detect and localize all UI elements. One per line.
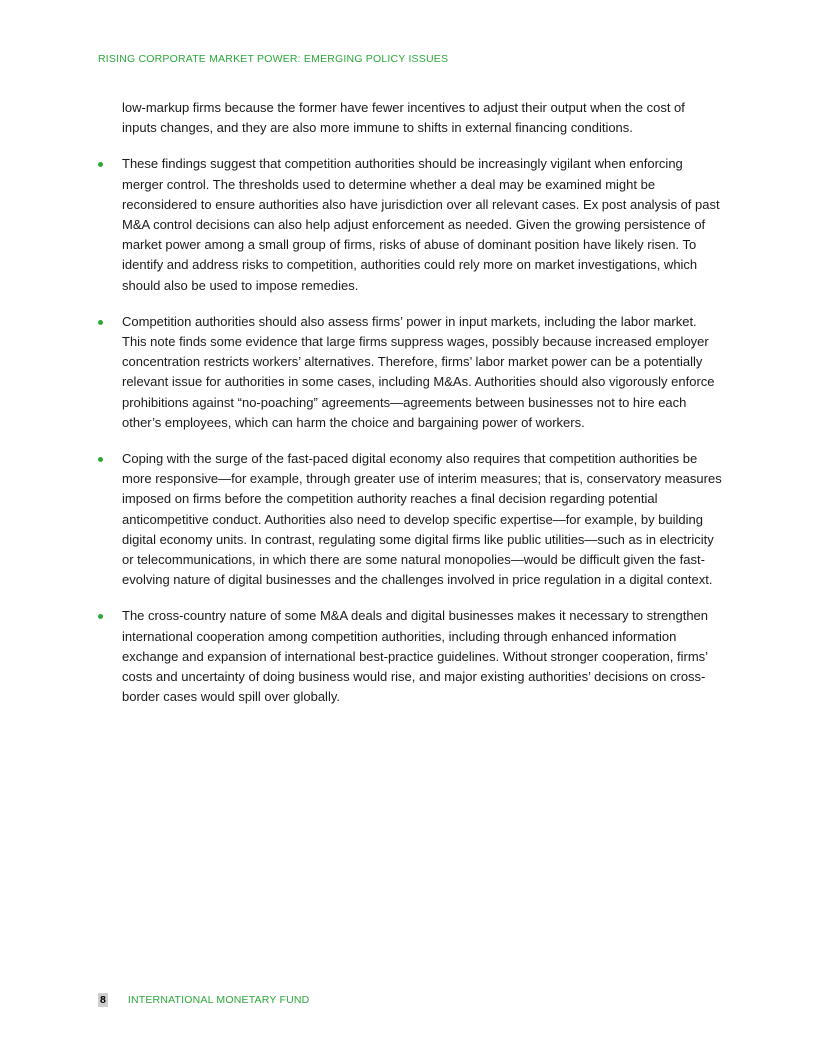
policy-bullet-list bbox=[98, 154, 722, 707]
page-footer bbox=[98, 993, 309, 1007]
document-body bbox=[98, 98, 722, 707]
bullet-merger-control bbox=[98, 154, 722, 295]
bullet-text: Coping with the surge of the fast-paced digital economy also requires that competition authorities be more responsive—for example, through greater use of interim measures; that is, conservatory measures imposed on firms before the competition authority reaches a final decision regarding potential anticompetitive conduct. Authorities also need to develop specific expertise—for example, by building digital economy units. In contrast, regulating some digital firms like public utilities—such as in electricity or telecommunications, in which there are some natural monopolies—would be difficult given the fast-evolving nature of digital businesses and the challenges involved in price regulation in a digital context. bbox=[122, 451, 722, 588]
bullet-input-markets bbox=[98, 312, 722, 433]
bullet-dot-icon bbox=[98, 614, 103, 619]
bullet-digital-economy bbox=[98, 449, 722, 590]
page-number: 8 bbox=[100, 994, 106, 1006]
bullet-dot-icon bbox=[98, 162, 103, 167]
continuation-paragraph: low-markup firms because the former have fewer incentives to adjust their output when the cost of inputs changes, and they are also more immune to shifts in external financing conditions. bbox=[122, 100, 685, 136]
running-header: RISING CORPORATE MARKET POWER: EMERGING POLICY ISSUES bbox=[98, 53, 449, 65]
bullet-text: Competition authorities should also assess firms’ power in input markets, including the labor market. This note finds some evidence that large firms suppress wages, possibly because increased employer concentration restricts workers’ alternatives. Therefore, firms’ labor market power can be a potentially relevant issue for authorities in some cases, including M&As. Authorities should also vigorously enforce prohibitions against “no-poaching” agreements—agreements between businesses not to hire each other’s employees, which can harm the choice and bargaining power of workers. bbox=[122, 313, 715, 430]
bullet-dot-icon bbox=[98, 457, 103, 462]
bullet-international-cooperation bbox=[98, 606, 722, 707]
bullet-dot-icon bbox=[98, 320, 103, 325]
footer-organization: INTERNATIONAL MONETARY FUND bbox=[127, 994, 310, 1006]
bullet-text: These findings suggest that competition authorities should be increasingly vigilant when enforcing merger control. The thresholds used to determine whether a deal may be examined might be reconsidered to ensure authorities also have jurisdiction over all relevant cases. Ex post analysis of past M&A control decisions can also help adjust enforcement as needed. Given the growing persistence of market power among a small group of firms, risks of abuse of dominant position have likely risen. To identify and address risks to competition, authorities could rely more on market investigations, which should also be used to impose remedies. bbox=[122, 156, 720, 293]
bullet-text: The cross-country nature of some M&A deals and digital businesses makes it necessary to strengthen international cooperation among competition authorities, including through enhanced information exchange and expansion of international best-practice guidelines. Without stronger cooperation, firms’ costs and uncertainty of doing business would rise, and major existing authorities’ decisions on cross-border cases would spill over globally. bbox=[122, 608, 709, 705]
